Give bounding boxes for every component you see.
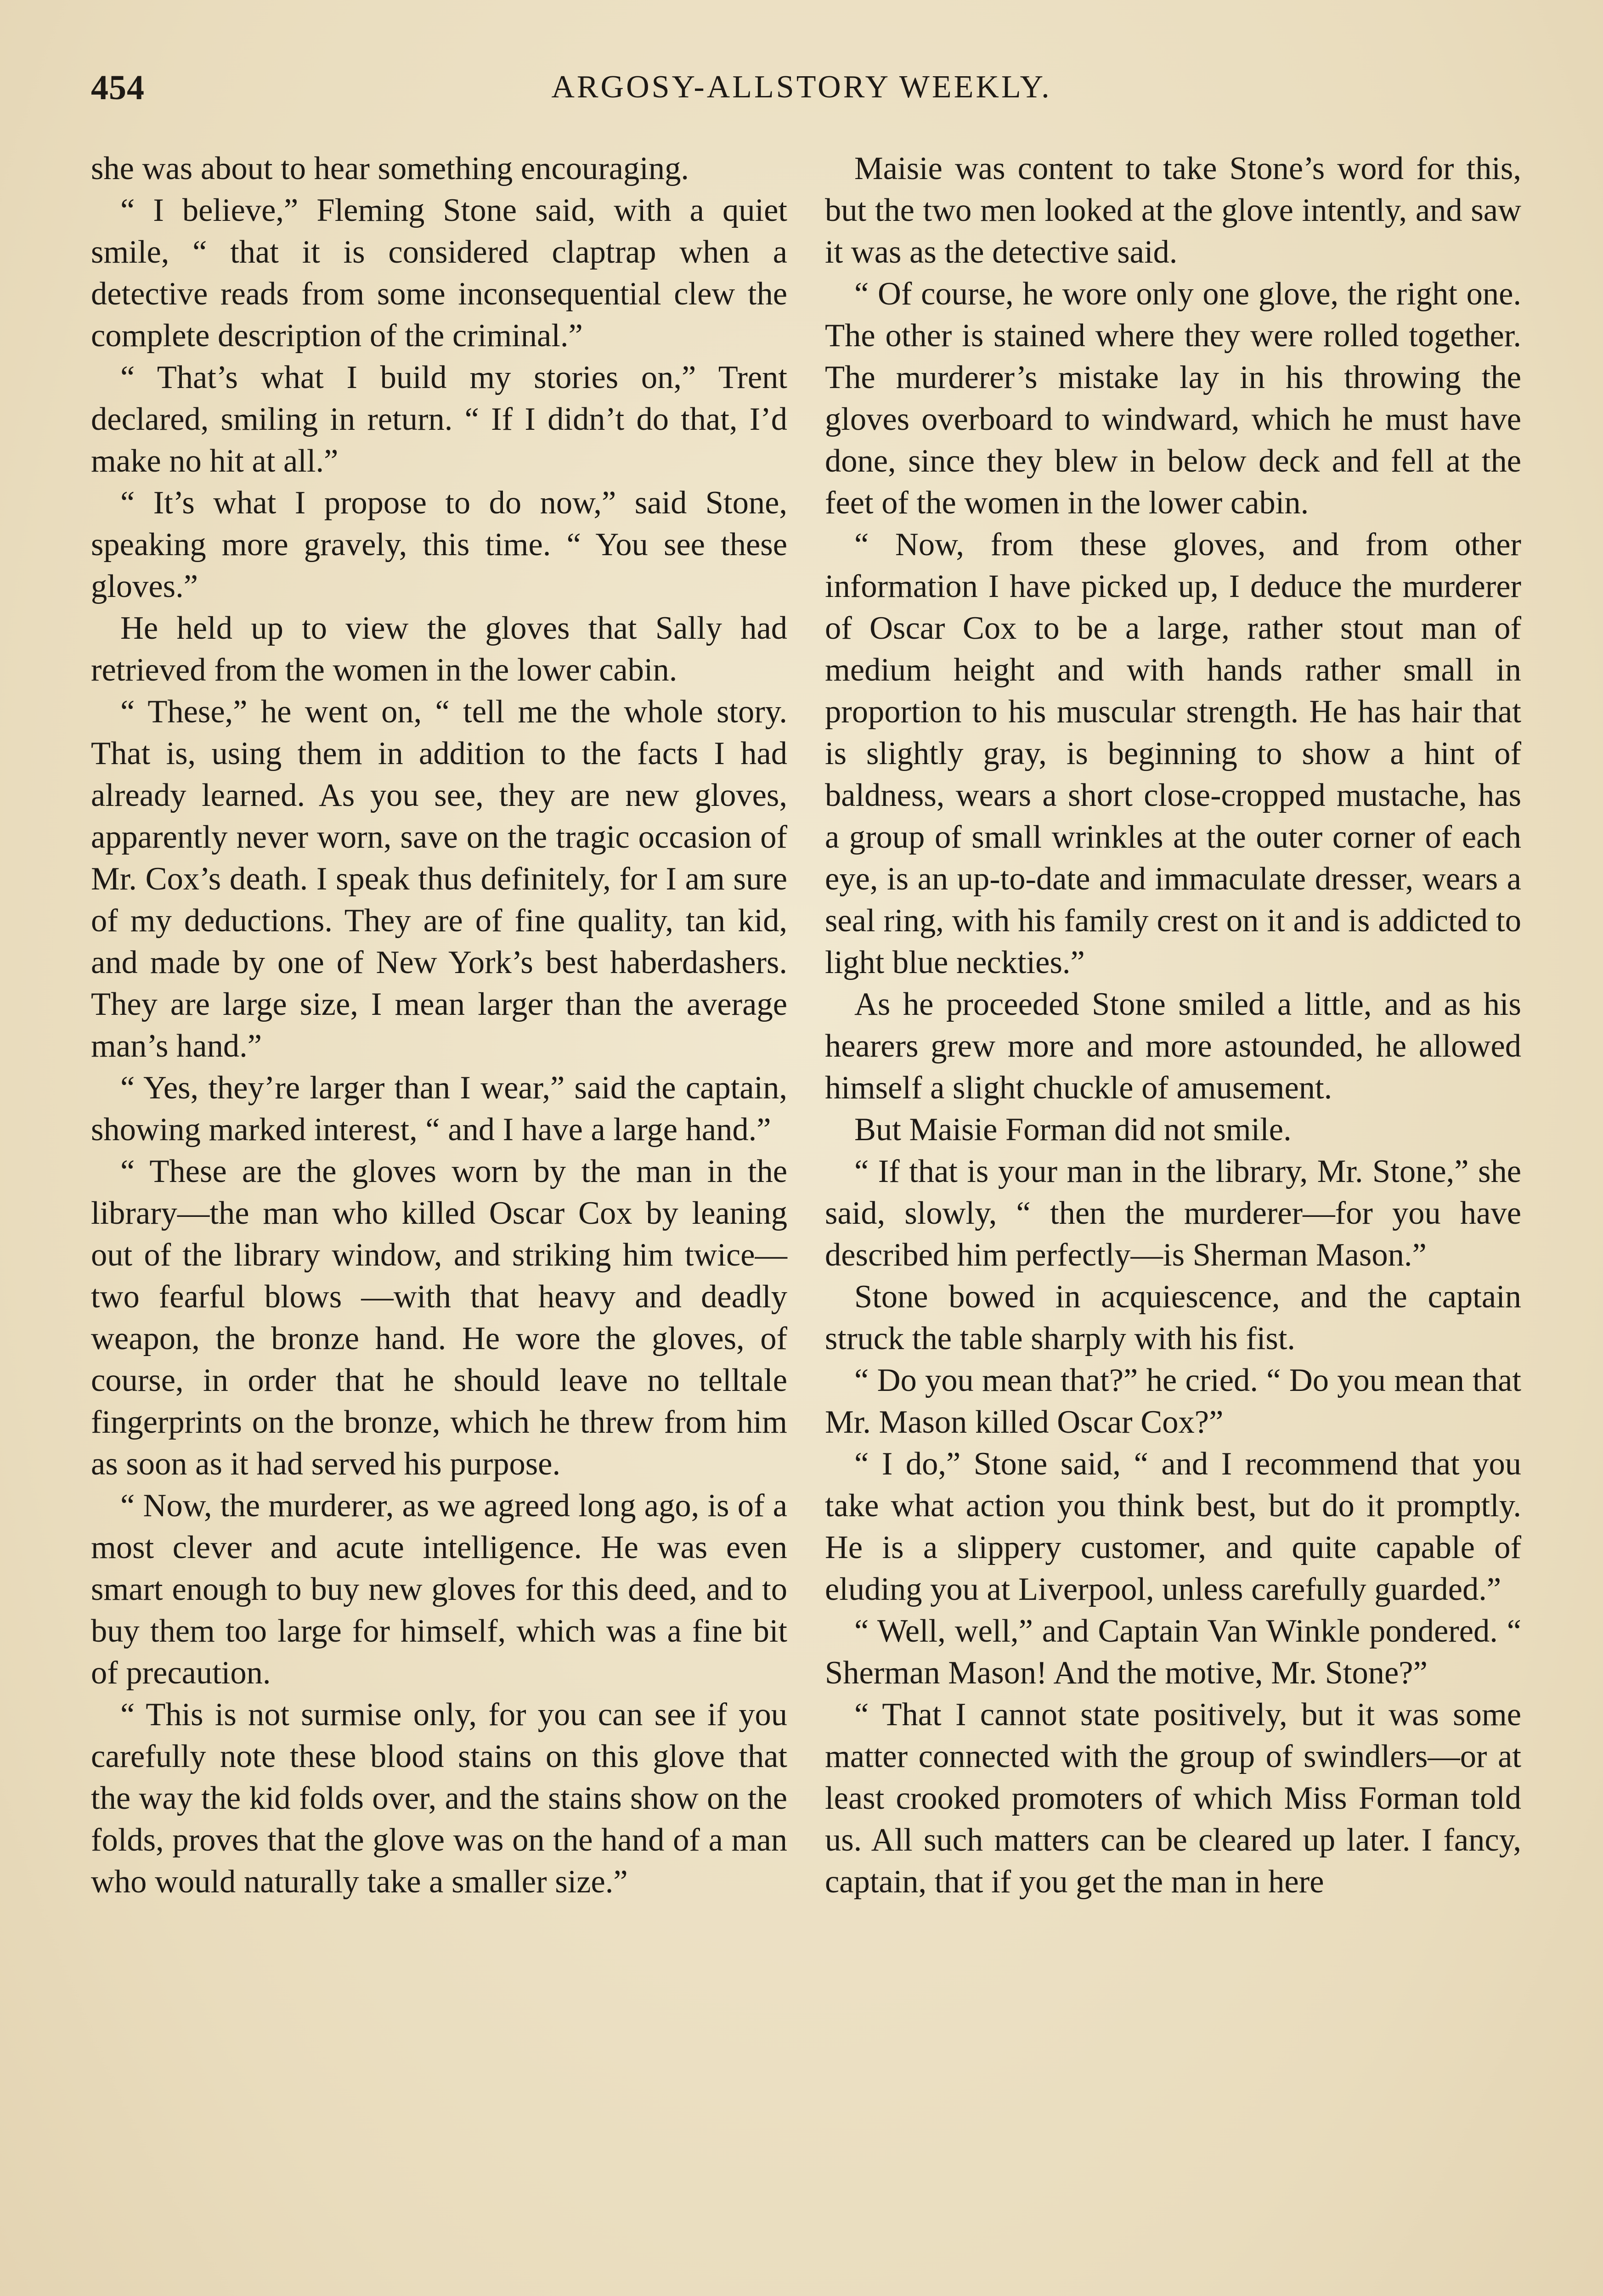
paragraph: “ Well, well,” and Captain Van Winkle pondered. “ Sherman Mason! And the motive, Mr. Stone?”: [825, 1613, 1521, 1691]
right-column: [825, 148, 1521, 1903]
paragraph: “ Do you mean that?” he cried. “ Do you mean that Mr. Mason killed Oscar Cox?”: [825, 1362, 1521, 1440]
paragraph: “ Now, the murderer, as we agreed long ago, is of a most clever and acute intelligence. He was even smart enough to buy new gloves for this deed, and to buy them too large for himself, which was a fine bit of precaution.: [91, 1488, 787, 1691]
paragraph: “ I do,” Stone said, “ and I recommend that you take what action you think best, but do it promptly. He is a slippery customer, and quite capable of eluding you at Liverpool, unless carefully guarded.”: [825, 1446, 1521, 1607]
running-head: ARGOSY-ALLSTORY WEEKLY.: [551, 69, 1052, 105]
paragraph: “ These are the gloves worn by the man in the library—the man who killed Oscar Cox by leaning out of the library window, and striking him twice—two fearful blows —with that heavy and deadly weapon, the bronze hand. He wore the gloves, of course, in order that he should leave no telltale fingerprints on the bronze, which he threw from him as soon as it had served his purpose.: [91, 1154, 787, 1482]
paragraph: Maisie was content to take Stone’s word for this, but the two men looked at the glove intently, and saw it was as the detective said.: [825, 151, 1521, 270]
paragraph: “ That’s what I build my stories on,” Trent declared, smiling in return. “ If I didn’t do that, I’d make no hit at all.”: [91, 360, 787, 479]
paragraph: “ Yes, they’re larger than I wear,” said the captain, showing marked interest, “ and I have a large hand.”: [91, 1070, 787, 1148]
paragraph: He held up to view the gloves that Sally had retrieved from the women in the lower cabin.: [91, 610, 787, 688]
paragraph: As he proceeded Stone smiled a little, and as his hearers grew more and more astounded, he allowed himself a slight chuckle of amusement.: [825, 986, 1521, 1106]
paragraph: “ If that is your man in the library, Mr. Stone,” she said, slowly, “ then the murderer—for you have described him perfectly—is Sherman Mason.”: [825, 1154, 1521, 1273]
paragraph: “ It’s what I propose to do now,” said Stone, speaking more gravely, this time. “ You see these gloves.”: [91, 485, 787, 604]
paragraph: she was about to hear something encouraging.: [91, 151, 689, 186]
left-column: [91, 148, 787, 1903]
paragraph: “ This is not surmise only, for you can see if you carefully note these blood stains on this glove that the way the kid folds over, and the stains show on the folds, proves that the glove was on the hand of a man who would naturally take a smaller size.”: [91, 1697, 787, 1900]
paragraph: Stone bowed in acquiescence, and the captain struck the table sharply with his fist.: [825, 1279, 1521, 1356]
paragraph: “ That I cannot state positively, but it was some matter connected with the group of swindlers—or at least crooked promoters of which Miss Forman told us. All such matters can be cleared up later. I fancy, captain, that if you get the man in here: [825, 1697, 1521, 1900]
paragraph: “ Now, from these gloves, and from other information I have picked up, I deduce the murderer of Oscar Cox to be a large, rather stout man of medium height and with hands rather small in proportion to his muscular strength. He has hair that is slightly gray, is beginning to show a hint of baldness, wears a short close-cropped mustache, has a group of small wrinkles at the outer corner of each eye, is an up-to-date and immaculate dresser, wears a seal ring, with his family crest on it and is addicted to light blue neckties.”: [825, 527, 1521, 980]
paragraph: “ Of course, he wore only one glove, the right one. The other is stained where they were rolled together. The murderer’s mistake lay in his throwing the gloves overboard to windward, which he must have done, since they blew in below deck and fell at the feet of the women in the lower cabin.: [825, 276, 1521, 521]
paragraph: “ These,” he went on, “ tell me the whole story. That is, using them in addition to the facts I had already learned. As you see, they are new gloves, apparently never worn, save on the tragic occasion of Mr. Cox’s death. I speak thus definitely, for I am sure of my deductions. They are of fine quality, tan kid, and made by one of New York’s best haberdashers. They are large size, I mean larger than the average man’s hand.”: [91, 694, 787, 1064]
paragraph: But Maisie Forman did not smile.: [854, 1112, 1292, 1148]
page-number: 454: [91, 68, 145, 107]
paragraph: “ I believe,” Fleming Stone said, with a quiet smile, “ that it is considered claptrap when a detective reads from some inconsequential clew the complete description of the criminal.”: [91, 192, 787, 354]
